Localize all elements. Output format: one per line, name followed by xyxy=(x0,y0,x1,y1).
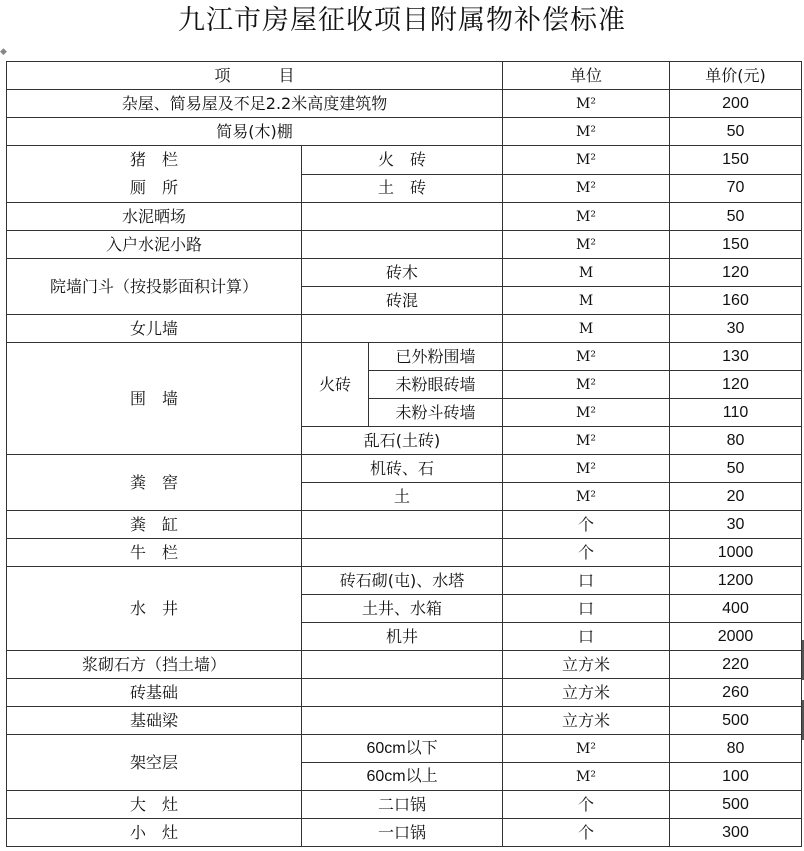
table-row xyxy=(7,707,802,735)
table-row xyxy=(7,315,802,343)
table-row xyxy=(7,791,802,819)
table-row xyxy=(7,259,802,287)
price-cell: 120 xyxy=(670,259,802,287)
unit-cell: M² xyxy=(503,371,670,399)
item-cell: 入户水泥小路 xyxy=(7,231,302,259)
sub-item-cell: 砖石砌(屯)、水塔 xyxy=(302,567,503,595)
sub-item-cell: 土 xyxy=(302,483,503,511)
unit-cell: M² xyxy=(503,343,670,371)
sub-item-cell: 土 砖 xyxy=(302,174,503,203)
item-cell: 杂屋、简易屋及不足2.2米高度建筑物 xyxy=(7,90,503,118)
table-header-row xyxy=(7,62,802,90)
price-cell: 100 xyxy=(670,763,802,791)
price-cell: 400 xyxy=(670,595,802,623)
unit-cell: 口 xyxy=(503,623,670,651)
price-cell: 50 xyxy=(670,203,802,231)
sub-item-cell: 砖混 xyxy=(302,287,503,315)
unit-cell: 个 xyxy=(503,791,670,819)
price-cell: 130 xyxy=(670,343,802,371)
unit-cell: 个 xyxy=(503,511,670,539)
group-cell: 院墙门斗（按投影面积计算） xyxy=(7,259,302,315)
table-row xyxy=(7,231,802,259)
empty-cell xyxy=(302,231,503,259)
group-cell xyxy=(7,146,302,203)
table-row xyxy=(7,455,802,483)
unit-cell: M xyxy=(503,259,670,287)
sub-item-cell: 砖木 xyxy=(302,259,503,287)
group-label: 厕 所 xyxy=(129,178,178,197)
price-cell: 110 xyxy=(670,399,802,427)
sub-item-cell: 60cm以上 xyxy=(302,763,503,791)
table-row xyxy=(7,90,802,118)
item-cell: 粪 缸 xyxy=(7,511,302,539)
sub-item-cell: 乱石(土砖) xyxy=(302,427,503,455)
sub-item-cell: 一口锅 xyxy=(302,819,503,847)
header-price: 单价(元) xyxy=(670,62,802,90)
unit-cell: M² xyxy=(503,203,670,231)
price-cell: 70 xyxy=(670,174,802,203)
item-cell: 简易(木)棚 xyxy=(7,118,503,146)
unit-cell: M xyxy=(503,287,670,315)
unit-cell: M² xyxy=(503,146,670,175)
table-row xyxy=(7,735,802,763)
corner-mark: ◆ xyxy=(0,47,7,57)
price-cell: 30 xyxy=(670,315,802,343)
table-row xyxy=(7,819,802,847)
price-cell: 80 xyxy=(670,735,802,763)
price-cell: 160 xyxy=(670,287,802,315)
group-label: 猪 栏 xyxy=(129,150,178,169)
price-cell: 500 xyxy=(670,791,802,819)
table-row xyxy=(7,679,802,707)
price-cell: 120 xyxy=(670,371,802,399)
empty-cell xyxy=(302,651,503,679)
item-cell: 大 灶 xyxy=(7,791,302,819)
unit-cell: M² xyxy=(503,735,670,763)
price-cell: 150 xyxy=(670,231,802,259)
table-row xyxy=(7,539,802,567)
item-cell: 浆砌石方（挡土墙） xyxy=(7,651,302,679)
sub-item-cell: 未粉眼砖墙 xyxy=(369,371,503,399)
unit-cell: 立方米 xyxy=(503,651,670,679)
price-cell: 1000 xyxy=(670,539,802,567)
group-cell: 粪 窖 xyxy=(7,455,302,511)
empty-cell xyxy=(302,539,503,567)
price-cell: 50 xyxy=(670,118,802,146)
item-cell: 牛 栏 xyxy=(7,539,302,567)
unit-cell: M² xyxy=(503,763,670,791)
sub-item-cell: 已外粉围墙 xyxy=(369,343,503,371)
item-cell: 女儿墙 xyxy=(7,315,302,343)
table-row xyxy=(7,118,802,146)
item-cell: 砖基础 xyxy=(7,679,302,707)
sub-item-cell: 二口锅 xyxy=(302,791,503,819)
empty-cell xyxy=(302,203,503,231)
unit-cell: M² xyxy=(503,483,670,511)
price-cell: 150 xyxy=(670,146,802,175)
unit-cell: M² xyxy=(503,231,670,259)
group-cell: 水 井 xyxy=(7,567,302,651)
empty-cell xyxy=(302,707,503,735)
sub-item-cell: 未粉斗砖墙 xyxy=(369,399,503,427)
empty-cell xyxy=(302,315,503,343)
price-cell: 50 xyxy=(670,455,802,483)
price-cell: 200 xyxy=(670,90,802,118)
unit-cell: M xyxy=(503,315,670,343)
item-cell: 水泥晒场 xyxy=(7,203,302,231)
price-cell: 500 xyxy=(670,707,802,735)
unit-cell: 个 xyxy=(503,539,670,567)
unit-cell: 口 xyxy=(503,595,670,623)
price-cell: 80 xyxy=(670,427,802,455)
empty-cell xyxy=(302,679,503,707)
header-item: 项 目 xyxy=(7,62,503,90)
price-cell: 20 xyxy=(670,483,802,511)
table-row xyxy=(7,343,802,371)
header-unit: 单位 xyxy=(503,62,670,90)
sub-item-cell: 火 砖 xyxy=(302,146,503,175)
table-row xyxy=(7,146,802,175)
compensation-table xyxy=(6,61,802,847)
price-cell: 2000 xyxy=(670,623,802,651)
empty-cell xyxy=(302,511,503,539)
unit-cell: M² xyxy=(503,174,670,203)
sub-item-cell: 60cm以下 xyxy=(302,735,503,763)
group-cell: 架空层 xyxy=(7,735,302,791)
unit-cell: 口 xyxy=(503,567,670,595)
sub-item-cell: 土井、水箱 xyxy=(302,595,503,623)
table-row xyxy=(7,651,802,679)
unit-cell: 个 xyxy=(503,819,670,847)
table-row xyxy=(7,511,802,539)
unit-cell: M² xyxy=(503,90,670,118)
price-cell: 1200 xyxy=(670,567,802,595)
item-cell: 基础梁 xyxy=(7,707,302,735)
price-cell: 260 xyxy=(670,679,802,707)
table-row xyxy=(7,203,802,231)
unit-cell: M² xyxy=(503,455,670,483)
unit-cell: M² xyxy=(503,118,670,146)
price-cell: 300 xyxy=(670,819,802,847)
price-cell: 220 xyxy=(670,651,802,679)
unit-cell: M² xyxy=(503,399,670,427)
mid-cell: 火砖 xyxy=(302,343,369,427)
sub-item-cell: 机砖、石 xyxy=(302,455,503,483)
unit-cell: 立方米 xyxy=(503,679,670,707)
item-cell: 小 灶 xyxy=(7,819,302,847)
unit-cell: 立方米 xyxy=(503,707,670,735)
page-title: 九江市房屋征收项目附属物补偿标准 xyxy=(178,5,626,36)
sub-item-cell: 机井 xyxy=(302,623,503,651)
unit-cell: M² xyxy=(503,427,670,455)
price-cell: 30 xyxy=(670,511,802,539)
group-cell: 围 墙 xyxy=(7,343,302,455)
table-row xyxy=(7,567,802,595)
